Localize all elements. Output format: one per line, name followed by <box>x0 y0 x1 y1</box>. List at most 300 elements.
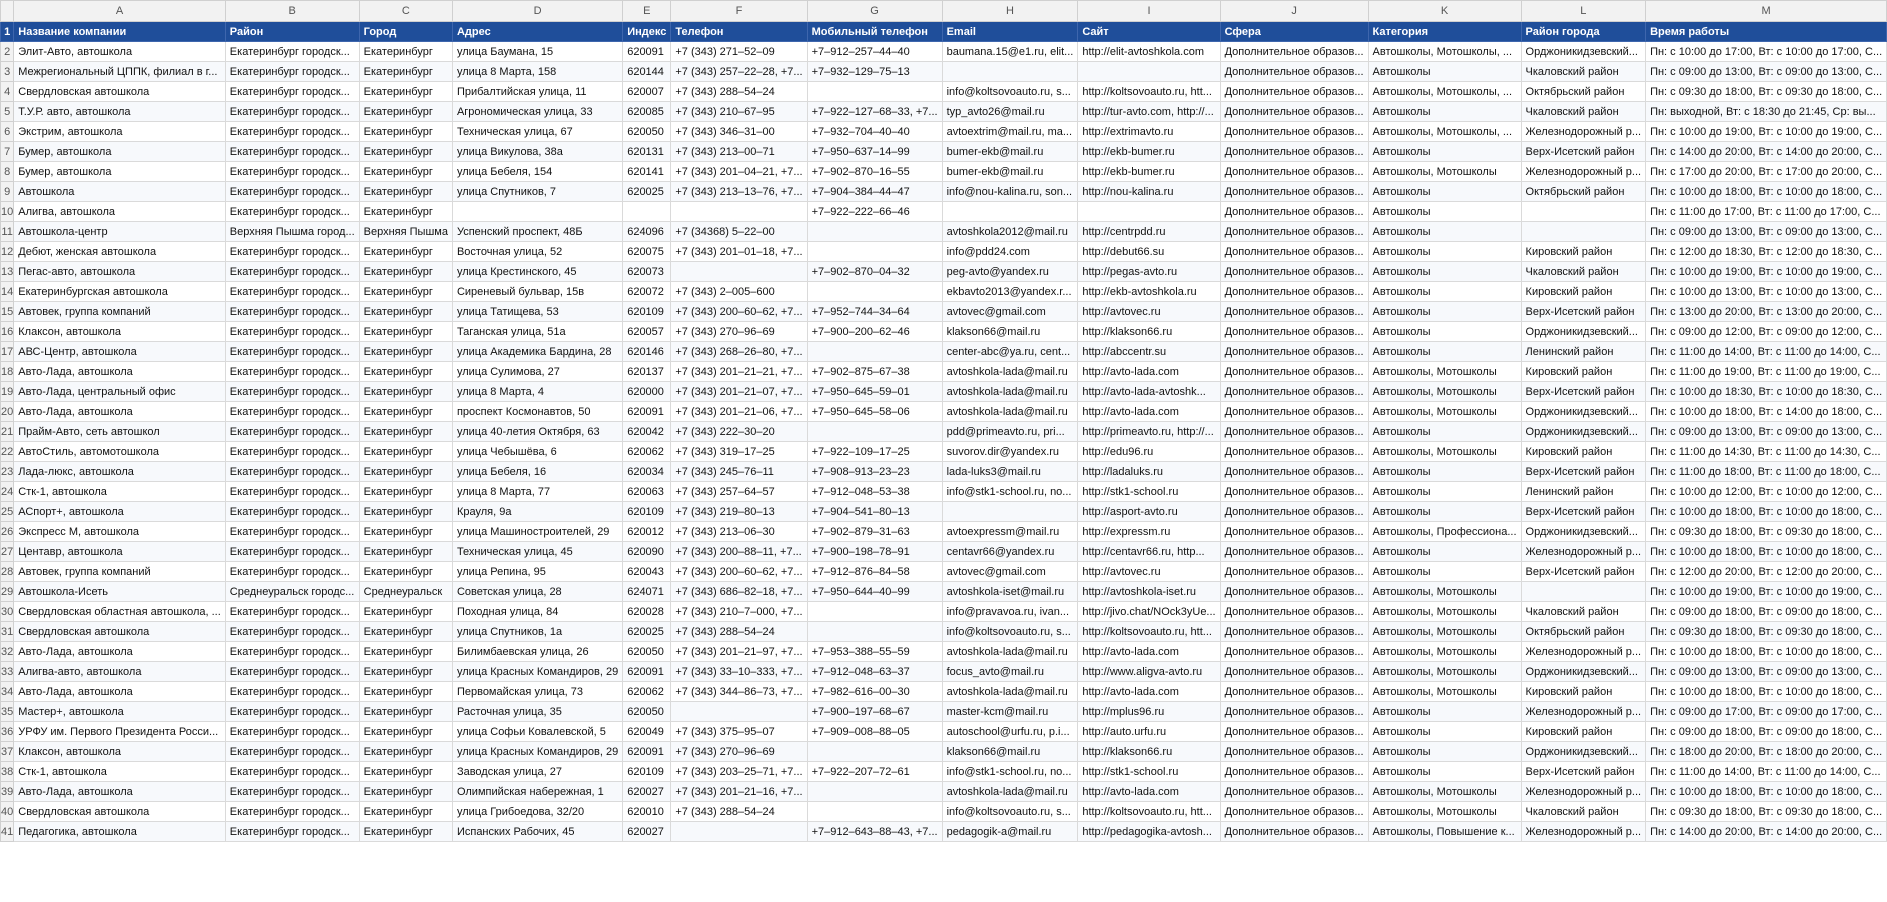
row-number[interactable]: 21 <box>1 422 14 442</box>
table-cell[interactable]: Дополнительное образов... <box>1220 242 1368 262</box>
table-cell[interactable]: Дополнительное образов... <box>1220 782 1368 802</box>
table-cell[interactable]: +7 (343) 201–21–21, +7... <box>671 362 807 382</box>
table-cell[interactable]: focus_avto@mail.ru <box>942 662 1078 682</box>
table-cell[interactable]: +7–922–127–68–33, +7... <box>807 102 942 122</box>
table-cell[interactable]: avtoshkola-lada@mail.ru <box>942 402 1078 422</box>
table-cell[interactable]: +7 (343) 201–21–16, +7... <box>671 782 807 802</box>
table-cell[interactable]: Испанских Рабочих, 45 <box>452 822 622 842</box>
table-cell[interactable]: Екатеринбург городск... <box>225 402 359 422</box>
table-cell[interactable]: +7–902–870–04–32 <box>807 262 942 282</box>
table-cell[interactable]: avtoshkola-lada@mail.ru <box>942 682 1078 702</box>
table-cell[interactable]: 620109 <box>623 302 671 322</box>
table-cell[interactable]: http://koltsovoauto.ru, htt... <box>1078 82 1220 102</box>
table-cell[interactable]: http://stk1-school.ru <box>1078 762 1220 782</box>
table-cell[interactable]: 620025 <box>623 182 671 202</box>
table-cell[interactable]: Автошколы, Мотошколы <box>1368 622 1521 642</box>
table-cell[interactable]: улица Чебышёва, 6 <box>452 442 622 462</box>
table-cell[interactable]: http://debut66.su <box>1078 242 1220 262</box>
table-cell[interactable]: Автошколы, Мотошколы, ... <box>1368 122 1521 142</box>
row-number[interactable]: 28 <box>1 562 14 582</box>
row-number[interactable]: 20 <box>1 402 14 422</box>
table-cell[interactable]: ekbavto2013@yandex.r... <box>942 282 1078 302</box>
table-cell[interactable]: Автошколы <box>1368 262 1521 282</box>
table-cell[interactable]: avtovec@gmail.com <box>942 562 1078 582</box>
table-cell[interactable]: Элит-Авто, автошкола <box>14 42 226 62</box>
table-cell[interactable]: http://mplus96.ru <box>1078 702 1220 722</box>
table-cell[interactable]: Пн: с 09:00 до 18:00, Вт: с 09:00 до 18:00, С... <box>1646 602 1887 622</box>
table-cell[interactable]: Пн: выходной, Вт: с 18:30 до 21:45, Ср: вы... <box>1646 102 1887 122</box>
table-cell[interactable]: Дополнительное образов... <box>1220 542 1368 562</box>
table-cell[interactable] <box>452 202 622 222</box>
table-cell[interactable]: 624096 <box>623 222 671 242</box>
table-cell[interactable]: Верх-Исетский район <box>1521 762 1646 782</box>
table-cell[interactable]: улица 8 Марта, 158 <box>452 62 622 82</box>
table-cell[interactable]: Авто-Лада, автошкола <box>14 782 226 802</box>
table-cell[interactable]: Автошколы, Повышение к... <box>1368 822 1521 842</box>
column-header-a[interactable]: A <box>14 1 226 22</box>
header-cell[interactable]: Район <box>225 22 359 42</box>
table-cell[interactable]: 620057 <box>623 322 671 342</box>
table-cell[interactable]: Кировский район <box>1521 722 1646 742</box>
table-cell[interactable]: Екатеринбург <box>359 442 452 462</box>
table-cell[interactable]: Верх-Исетский район <box>1521 462 1646 482</box>
table-cell[interactable]: Екатеринбург <box>359 622 452 642</box>
table-cell[interactable]: http://extrimavto.ru <box>1078 122 1220 142</box>
table-cell[interactable] <box>942 502 1078 522</box>
table-cell[interactable]: Екатеринбург городск... <box>225 482 359 502</box>
table-cell[interactable]: Кировский район <box>1521 442 1646 462</box>
row-number[interactable]: 30 <box>1 602 14 622</box>
table-cell[interactable]: +7 (343) 201–21–07, +7... <box>671 382 807 402</box>
table-cell[interactable]: 620010 <box>623 802 671 822</box>
table-cell[interactable]: Бумер, автошкола <box>14 162 226 182</box>
table-cell[interactable] <box>807 742 942 762</box>
table-cell[interactable]: Автошколы <box>1368 722 1521 742</box>
table-cell[interactable]: Пн: с 09:00 до 12:00, Вт: с 09:00 до 12:00, С... <box>1646 322 1887 342</box>
table-cell[interactable]: улица Бебеля, 16 <box>452 462 622 482</box>
table-cell[interactable]: +7–912–643–88–43, +7... <box>807 822 942 842</box>
table-cell[interactable]: Дополнительное образов... <box>1220 62 1368 82</box>
table-cell[interactable]: avtoshkola2012@mail.ru <box>942 222 1078 242</box>
table-cell[interactable]: Екатеринбург городск... <box>225 662 359 682</box>
table-cell[interactable]: Свердловская автошкола <box>14 802 226 822</box>
header-cell[interactable]: Время работы <box>1646 22 1887 42</box>
table-cell[interactable]: autoschool@urfu.ru, p.i... <box>942 722 1078 742</box>
table-cell[interactable]: +7–952–744–34–64 <box>807 302 942 322</box>
table-cell[interactable]: Екатеринбург городск... <box>225 802 359 822</box>
table-cell[interactable]: Кировский район <box>1521 282 1646 302</box>
table-cell[interactable]: Екатеринбург <box>359 542 452 562</box>
table-cell[interactable]: Восточная улица, 52 <box>452 242 622 262</box>
table-cell[interactable]: Пн: с 09:00 до 13:00, Вт: с 09:00 до 13:00, С... <box>1646 62 1887 82</box>
table-cell[interactable]: Пн: с 10:00 до 18:00, Вт: с 10:00 до 18:00, С... <box>1646 642 1887 662</box>
table-cell[interactable]: Клаксон, автошкола <box>14 322 226 342</box>
table-cell[interactable]: Дополнительное образов... <box>1220 322 1368 342</box>
table-cell[interactable]: +7–922–109–17–25 <box>807 442 942 462</box>
row-number[interactable]: 6 <box>1 122 14 142</box>
table-cell[interactable]: улица Красных Командиров, 29 <box>452 662 622 682</box>
table-cell[interactable]: Автошкола-центр <box>14 222 226 242</box>
table-cell[interactable]: Походная улица, 84 <box>452 602 622 622</box>
table-cell[interactable]: Екатеринбург городск... <box>225 182 359 202</box>
table-cell[interactable]: Дополнительное образов... <box>1220 602 1368 622</box>
table-cell[interactable]: Чкаловский район <box>1521 62 1646 82</box>
table-cell[interactable]: 620027 <box>623 822 671 842</box>
table-cell[interactable]: 620146 <box>623 342 671 362</box>
table-cell[interactable]: 620072 <box>623 282 671 302</box>
table-cell[interactable]: Алигва-авто, автошкола <box>14 662 226 682</box>
row-number[interactable]: 15 <box>1 302 14 322</box>
table-cell[interactable]: Дебют, женская автошкола <box>14 242 226 262</box>
table-cell[interactable]: +7 (343) 201–21–06, +7... <box>671 402 807 422</box>
table-cell[interactable] <box>807 282 942 302</box>
row-number[interactable]: 5 <box>1 102 14 122</box>
table-cell[interactable]: Екатеринбург <box>359 402 452 422</box>
table-cell[interactable]: 620063 <box>623 482 671 502</box>
table-cell[interactable]: АВС-Центр, автошкола <box>14 342 226 362</box>
table-cell[interactable]: baumana.15@e1.ru, elit... <box>942 42 1078 62</box>
row-number[interactable]: 18 <box>1 362 14 382</box>
row-number[interactable]: 8 <box>1 162 14 182</box>
table-cell[interactable]: +7 (343) 344–86–73, +7... <box>671 682 807 702</box>
table-cell[interactable]: Кировский район <box>1521 242 1646 262</box>
table-cell[interactable]: +7 (343) 200–60–62, +7... <box>671 302 807 322</box>
table-cell[interactable]: Дополнительное образов... <box>1220 442 1368 462</box>
table-cell[interactable]: Екатеринбург городск... <box>225 422 359 442</box>
table-cell[interactable]: Пн: с 10:00 до 18:00, Вт: с 10:00 до 18:00, С... <box>1646 182 1887 202</box>
table-cell[interactable]: Пегас-авто, автошкола <box>14 262 226 282</box>
table-cell[interactable]: улица Спутников, 7 <box>452 182 622 202</box>
table-cell[interactable]: +7–953–388–55–59 <box>807 642 942 662</box>
table-cell[interactable]: Дополнительное образов... <box>1220 282 1368 302</box>
table-cell[interactable]: Центавр, автошкола <box>14 542 226 562</box>
header-cell[interactable]: Индекс <box>623 22 671 42</box>
table-cell[interactable]: pdd@primeavto.ru, pri... <box>942 422 1078 442</box>
table-cell[interactable]: Пн: с 17:00 до 20:00, Вт: с 17:00 до 20:00, С... <box>1646 162 1887 182</box>
table-cell[interactable]: http://centrpdd.ru <box>1078 222 1220 242</box>
table-cell[interactable]: Верхняя Пышма город... <box>225 222 359 242</box>
table-cell[interactable]: улица Викулова, 38а <box>452 142 622 162</box>
table-cell[interactable]: Техническая улица, 67 <box>452 122 622 142</box>
table-cell[interactable]: Чкаловский район <box>1521 262 1646 282</box>
table-cell[interactable]: http://avtovec.ru <box>1078 562 1220 582</box>
table-cell[interactable]: http://pegas-avto.ru <box>1078 262 1220 282</box>
table-cell[interactable]: Екатеринбургская автошкола <box>14 282 226 302</box>
table-cell[interactable]: Среднеуральск <box>359 582 452 602</box>
table-cell[interactable]: http://jivo.chat/NOck3yUe... <box>1078 602 1220 622</box>
table-cell[interactable]: +7 (343) 245–76–11 <box>671 462 807 482</box>
table-cell[interactable]: Екатеринбург <box>359 62 452 82</box>
table-cell[interactable]: Автошколы <box>1368 462 1521 482</box>
table-cell[interactable]: http://asport-avto.ru <box>1078 502 1220 522</box>
table-cell[interactable]: +7–912–257–44–40 <box>807 42 942 62</box>
row-number[interactable]: 32 <box>1 642 14 662</box>
table-cell[interactable]: Экспресс М, автошкола <box>14 522 226 542</box>
table-cell[interactable]: Железнодорожный р... <box>1521 162 1646 182</box>
table-cell[interactable]: Пн: с 10:00 до 18:00, Вт: с 10:00 до 18:00, С... <box>1646 502 1887 522</box>
table-cell[interactable]: Свердловская автошкола <box>14 622 226 642</box>
table-cell[interactable] <box>807 82 942 102</box>
table-cell[interactable]: Екатеринбург <box>359 462 452 482</box>
table-cell[interactable]: Екатеринбург <box>359 262 452 282</box>
table-cell[interactable]: http://klakson66.ru <box>1078 322 1220 342</box>
table-cell[interactable]: Дополнительное образов... <box>1220 382 1368 402</box>
table-cell[interactable]: Екатеринбург <box>359 522 452 542</box>
table-cell[interactable]: 620034 <box>623 462 671 482</box>
table-cell[interactable]: Автошколы, Мотошколы <box>1368 782 1521 802</box>
row-number[interactable]: 23 <box>1 462 14 482</box>
table-cell[interactable]: Дополнительное образов... <box>1220 262 1368 282</box>
table-cell[interactable]: +7–982–616–00–30 <box>807 682 942 702</box>
row-number[interactable]: 17 <box>1 342 14 362</box>
table-cell[interactable]: Орджоникидзевский... <box>1521 522 1646 542</box>
table-cell[interactable]: +7 (343) 288–54–24 <box>671 82 807 102</box>
table-cell[interactable]: Екатеринбург <box>359 662 452 682</box>
table-cell[interactable]: +7 (343) 288–54–24 <box>671 622 807 642</box>
table-cell[interactable]: Автошколы, Мотошколы <box>1368 442 1521 462</box>
table-cell[interactable]: Автошколы <box>1368 762 1521 782</box>
table-cell[interactable]: Дополнительное образов... <box>1220 342 1368 362</box>
table-cell[interactable]: улица Сулимова, 27 <box>452 362 622 382</box>
table-cell[interactable]: +7 (343) 201–21–97, +7... <box>671 642 807 662</box>
table-cell[interactable]: Орджоникидзевский... <box>1521 322 1646 342</box>
table-cell[interactable]: Пн: с 18:00 до 20:00, Вт: с 18:00 до 20:00, С... <box>1646 742 1887 762</box>
table-cell[interactable]: http://ladaluks.ru <box>1078 462 1220 482</box>
table-cell[interactable]: Стк-1, автошкола <box>14 482 226 502</box>
table-cell[interactable]: Пн: с 10:00 до 18:30, Вт: с 10:00 до 18:30, С... <box>1646 382 1887 402</box>
table-cell[interactable]: 620109 <box>623 502 671 522</box>
table-cell[interactable] <box>807 222 942 242</box>
table-cell[interactable]: Екатеринбург <box>359 722 452 742</box>
table-cell[interactable]: Автошколы <box>1368 282 1521 302</box>
table-cell[interactable]: Дополнительное образов... <box>1220 662 1368 682</box>
table-cell[interactable]: Таганская улица, 51а <box>452 322 622 342</box>
row-number[interactable]: 19 <box>1 382 14 402</box>
table-cell[interactable]: Орджоникидзевский... <box>1521 742 1646 762</box>
table-cell[interactable]: Автошколы <box>1368 322 1521 342</box>
table-cell[interactable]: Екатеринбург городск... <box>225 82 359 102</box>
table-cell[interactable]: улица Баумана, 15 <box>452 42 622 62</box>
table-cell[interactable]: Пн: с 10:00 до 18:00, Вт: с 14:00 до 18:00, С... <box>1646 402 1887 422</box>
table-cell[interactable]: Дополнительное образов... <box>1220 302 1368 322</box>
table-cell[interactable]: Автошколы, Мотошколы <box>1368 402 1521 422</box>
table-cell[interactable]: Дополнительное образов... <box>1220 762 1368 782</box>
table-cell[interactable]: Железнодорожный р... <box>1521 122 1646 142</box>
table-cell[interactable]: Автошкола-Исеть <box>14 582 226 602</box>
table-cell[interactable]: Пн: с 09:00 до 13:00, Вт: с 09:00 до 13:00, С... <box>1646 422 1887 442</box>
table-cell[interactable] <box>807 622 942 642</box>
table-cell[interactable]: +7 (343) 210–7–000, +7... <box>671 602 807 622</box>
table-cell[interactable]: +7 (343) 33–10–333, +7... <box>671 662 807 682</box>
table-cell[interactable]: Орджоникидзевский... <box>1521 422 1646 442</box>
column-header-d[interactable]: D <box>452 1 622 22</box>
row-number[interactable]: 16 <box>1 322 14 342</box>
table-cell[interactable]: Лада-люкс, автошкола <box>14 462 226 482</box>
table-cell[interactable]: http://avto-lada.com <box>1078 682 1220 702</box>
table-cell[interactable]: 620090 <box>623 542 671 562</box>
table-cell[interactable]: Автовек, группа компаний <box>14 562 226 582</box>
table-cell[interactable]: +7 (343) 213–13–76, +7... <box>671 182 807 202</box>
table-cell[interactable]: Дополнительное образов... <box>1220 522 1368 542</box>
table-cell[interactable]: http://edu96.ru <box>1078 442 1220 462</box>
table-cell[interactable]: center-abc@ya.ru, cent... <box>942 342 1078 362</box>
header-cell[interactable]: Район города <box>1521 22 1646 42</box>
table-cell[interactable]: avtoshkola-iset@mail.ru <box>942 582 1078 602</box>
table-cell[interactable]: master-kcm@mail.ru <box>942 702 1078 722</box>
table-cell[interactable]: Пн: с 11:00 до 14:00, Вт: с 11:00 до 14:00, С... <box>1646 762 1887 782</box>
table-cell[interactable]: Екатеринбург <box>359 182 452 202</box>
table-cell[interactable]: Пн: с 11:00 до 18:00, Вт: с 11:00 до 18:00, С... <box>1646 462 1887 482</box>
table-cell[interactable] <box>807 602 942 622</box>
table-cell[interactable]: Екатеринбург городск... <box>225 622 359 642</box>
table-cell[interactable]: Автошколы, Мотошколы, ... <box>1368 82 1521 102</box>
row-number[interactable]: 14 <box>1 282 14 302</box>
column-header-h[interactable]: H <box>942 1 1078 22</box>
table-cell[interactable]: Пн: с 10:00 до 19:00, Вт: с 10:00 до 19:00, С... <box>1646 582 1887 602</box>
table-cell[interactable]: Авто-Лада, автошкола <box>14 402 226 422</box>
row-number[interactable]: 38 <box>1 762 14 782</box>
table-cell[interactable]: Пн: с 11:00 до 14:30, Вт: с 11:00 до 14:30, С... <box>1646 442 1887 462</box>
table-cell[interactable]: 620028 <box>623 602 671 622</box>
table-cell[interactable]: Екатеринбург городск... <box>225 242 359 262</box>
table-cell[interactable]: Екатеринбург <box>359 382 452 402</box>
table-cell[interactable]: Железнодорожный р... <box>1521 822 1646 842</box>
row-number[interactable]: 12 <box>1 242 14 262</box>
table-cell[interactable]: Чкаловский район <box>1521 802 1646 822</box>
table-cell[interactable]: Пн: с 09:30 до 18:00, Вт: с 09:30 до 18:00, С... <box>1646 82 1887 102</box>
row-number[interactable]: 25 <box>1 502 14 522</box>
table-cell[interactable]: Екатеринбург городск... <box>225 62 359 82</box>
table-cell[interactable]: 620141 <box>623 162 671 182</box>
table-cell[interactable] <box>1078 202 1220 222</box>
table-cell[interactable]: Чкаловский район <box>1521 602 1646 622</box>
table-cell[interactable]: Екатеринбург <box>359 42 452 62</box>
column-header-f[interactable]: F <box>671 1 807 22</box>
table-cell[interactable]: 624071 <box>623 582 671 602</box>
table-cell[interactable]: +7–950–645–59–01 <box>807 382 942 402</box>
column-header-e[interactable]: E <box>623 1 671 22</box>
table-cell[interactable]: Екатеринбург городск... <box>225 762 359 782</box>
table-cell[interactable]: http://expressm.ru <box>1078 522 1220 542</box>
table-cell[interactable]: Пн: с 11:00 до 19:00, Вт: с 11:00 до 19:00, С... <box>1646 362 1887 382</box>
table-cell[interactable]: улица 8 Марта, 77 <box>452 482 622 502</box>
table-cell[interactable]: Железнодорожный р... <box>1521 702 1646 722</box>
table-cell[interactable]: Верхняя Пышма <box>359 222 452 242</box>
table-cell[interactable]: typ_avto26@mail.ru <box>942 102 1078 122</box>
table-cell[interactable]: info@koltsovoauto.ru, s... <box>942 802 1078 822</box>
table-cell[interactable]: Екатеринбург <box>359 782 452 802</box>
row-number[interactable]: 4 <box>1 82 14 102</box>
table-cell[interactable]: Мастер+, автошкола <box>14 702 226 722</box>
table-cell[interactable]: Чкаловский район <box>1521 102 1646 122</box>
column-header-l[interactable]: L <box>1521 1 1646 22</box>
table-cell[interactable]: Екатеринбург городск... <box>225 442 359 462</box>
table-cell[interactable]: Екатеринбург городск... <box>225 602 359 622</box>
table-cell[interactable]: Межрегиональный ЦППК, филиал в г... <box>14 62 226 82</box>
table-cell[interactable]: 620091 <box>623 662 671 682</box>
table-cell[interactable]: Олимпийская набережная, 1 <box>452 782 622 802</box>
table-cell[interactable]: улица Софьи Ковалевской, 5 <box>452 722 622 742</box>
table-cell[interactable]: Дополнительное образов... <box>1220 482 1368 502</box>
table-cell[interactable] <box>1521 202 1646 222</box>
table-cell[interactable]: Заводская улица, 27 <box>452 762 622 782</box>
table-cell[interactable]: http://nou-kalina.ru <box>1078 182 1220 202</box>
table-cell[interactable]: Автошколы, Мотошколы <box>1368 382 1521 402</box>
table-cell[interactable]: Дополнительное образов... <box>1220 562 1368 582</box>
table-cell[interactable]: info@stk1-school.ru, no... <box>942 762 1078 782</box>
table-cell[interactable]: Дополнительное образов... <box>1220 422 1368 442</box>
table-cell[interactable]: peg-avto@yandex.ru <box>942 262 1078 282</box>
table-cell[interactable]: Екатеринбург <box>359 762 452 782</box>
table-cell[interactable]: Успенский проспект, 48Б <box>452 222 622 242</box>
table-cell[interactable]: Дополнительное образов... <box>1220 102 1368 122</box>
table-cell[interactable]: +7–950–637–14–99 <box>807 142 942 162</box>
table-cell[interactable]: Дополнительное образов... <box>1220 82 1368 102</box>
table-cell[interactable]: 620131 <box>623 142 671 162</box>
table-cell[interactable]: Пн: с 10:00 до 19:00, Вт: с 10:00 до 19:00, С... <box>1646 122 1887 142</box>
header-cell[interactable]: Город <box>359 22 452 42</box>
table-cell[interactable]: centavr66@yandex.ru <box>942 542 1078 562</box>
table-cell[interactable]: 620049 <box>623 722 671 742</box>
table-cell[interactable]: Автошколы <box>1368 102 1521 122</box>
table-cell[interactable]: lada-luks3@mail.ru <box>942 462 1078 482</box>
row-number[interactable]: 33 <box>1 662 14 682</box>
table-cell[interactable]: Дополнительное образов... <box>1220 722 1368 742</box>
table-cell[interactable]: Екатеринбург <box>359 282 452 302</box>
table-cell[interactable]: Екатеринбург городск... <box>225 162 359 182</box>
table-cell[interactable] <box>807 782 942 802</box>
table-cell[interactable]: http://auto.urfu.ru <box>1078 722 1220 742</box>
table-cell[interactable]: avtoexpressm@mail.ru <box>942 522 1078 542</box>
table-cell[interactable]: Автошколы, Мотошколы <box>1368 582 1521 602</box>
table-cell[interactable]: Дополнительное образов... <box>1220 642 1368 662</box>
table-cell[interactable]: http://avtovec.ru <box>1078 302 1220 322</box>
table-cell[interactable]: АвтоСтиль, автомотошкола <box>14 442 226 462</box>
table-cell[interactable]: Железнодорожный р... <box>1521 542 1646 562</box>
table-cell[interactable]: Екатеринбург <box>359 302 452 322</box>
table-cell[interactable]: http://stk1-school.ru <box>1078 482 1220 502</box>
table-cell[interactable]: Екатеринбург городск... <box>225 342 359 362</box>
table-cell[interactable]: Автошколы, Мотошколы <box>1368 602 1521 622</box>
table-cell[interactable]: Автошколы <box>1368 742 1521 762</box>
table-cell[interactable]: Дополнительное образов... <box>1220 162 1368 182</box>
row-number[interactable]: 2 <box>1 42 14 62</box>
table-cell[interactable]: Автошколы <box>1368 502 1521 522</box>
table-cell[interactable]: Пн: с 09:00 до 17:00, Вт: с 09:00 до 17:00, С... <box>1646 702 1887 722</box>
table-cell[interactable]: Екатеринбург <box>359 362 452 382</box>
table-cell[interactable]: Орджоникидзевский... <box>1521 662 1646 682</box>
table-cell[interactable]: klakson66@mail.ru <box>942 322 1078 342</box>
table-cell[interactable]: Среднеуральск городс... <box>225 582 359 602</box>
table-cell[interactable]: Авто-Лада, центральный офис <box>14 382 226 402</box>
row-number[interactable]: 35 <box>1 702 14 722</box>
table-cell[interactable]: +7 (343) 213–00–71 <box>671 142 807 162</box>
table-cell[interactable]: 620007 <box>623 82 671 102</box>
table-cell[interactable]: Екатеринбург <box>359 502 452 522</box>
row-number[interactable]: 31 <box>1 622 14 642</box>
header-cell[interactable]: Сфера <box>1220 22 1368 42</box>
column-header-k[interactable]: K <box>1368 1 1521 22</box>
table-cell[interactable]: Первомайская улица, 73 <box>452 682 622 702</box>
table-cell[interactable]: Екатеринбург <box>359 82 452 102</box>
row-number[interactable]: 40 <box>1 802 14 822</box>
table-cell[interactable]: Екатеринбург городск... <box>225 142 359 162</box>
table-cell[interactable]: 620042 <box>623 422 671 442</box>
table-cell[interactable]: http://koltsovoauto.ru, htt... <box>1078 802 1220 822</box>
table-cell[interactable]: +7 (343) 203–25–71, +7... <box>671 762 807 782</box>
table-cell[interactable]: Екатеринбург городск... <box>225 542 359 562</box>
table-cell[interactable]: Октябрьский район <box>1521 622 1646 642</box>
